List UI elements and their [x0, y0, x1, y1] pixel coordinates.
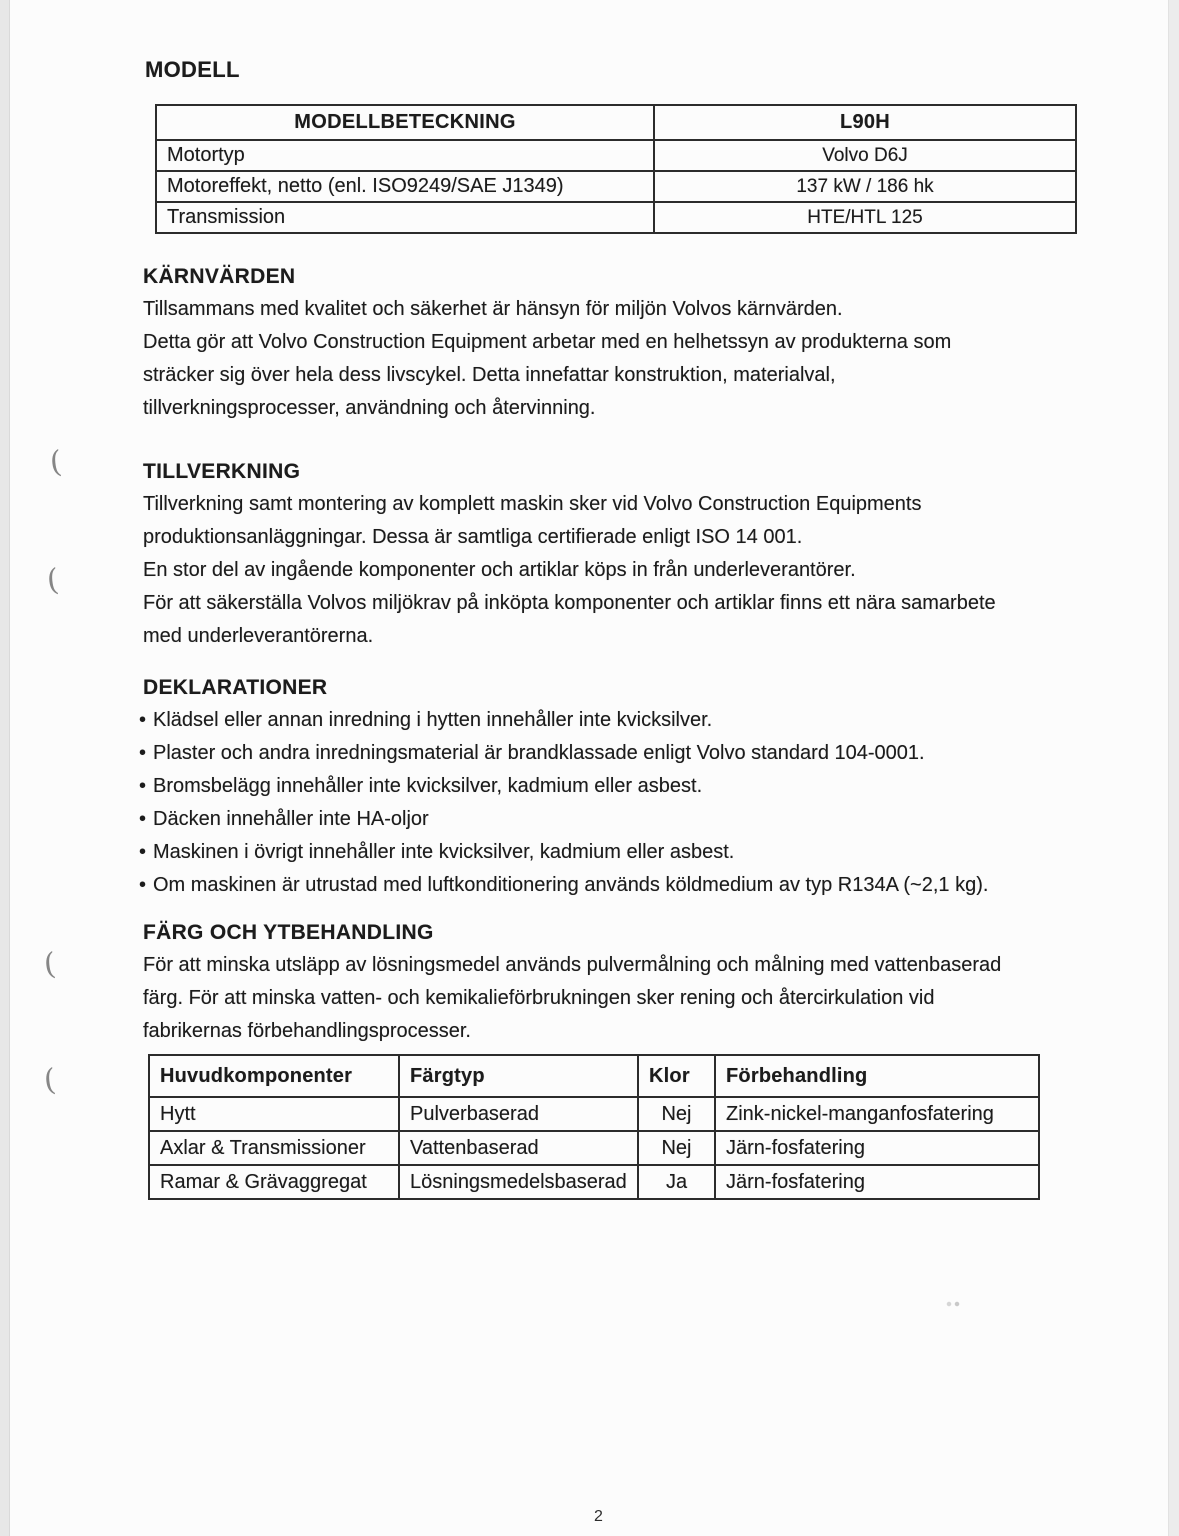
paint-table — [148, 1054, 1040, 1200]
line-text: Klädsel eller annan inredning i hytten innehåller inte kvicksilver. — [153, 709, 713, 731]
bullet-glyph: • — [139, 775, 147, 797]
text-line — [143, 587, 1093, 620]
bullet-line — [139, 770, 1093, 803]
scan-edge-left — [0, 0, 10, 1536]
text-line — [143, 359, 1093, 392]
section-tillverkning — [143, 455, 1093, 653]
paint-table-header-row — [149, 1055, 1039, 1097]
text-line — [143, 1015, 1093, 1048]
scan-mark-paren-1: ( — [48, 444, 64, 481]
scan-edge-right — [1168, 0, 1179, 1536]
paint-table-cell: Pulverbaserad — [399, 1097, 638, 1131]
model-row-value: Volvo D6J — [654, 140, 1076, 171]
text-line — [143, 326, 1093, 359]
text-sections — [139, 260, 1093, 1048]
model-table-row — [156, 202, 1076, 233]
bullet-line — [139, 869, 1093, 902]
paint-table-cell: Ja — [638, 1165, 715, 1199]
paint-table-header-f-rgtyp: Färgtyp — [399, 1055, 638, 1097]
line-text: tillverkningsprocesser, användning och återvinning. — [143, 397, 596, 419]
bullet-glyph: • — [139, 841, 147, 863]
model-table-header-row — [156, 105, 1076, 140]
section-title: DEKLARATIONER — [143, 676, 328, 699]
line-text: En stor del av ingående komponenter och artiklar köps in från underleverantörer. — [143, 559, 856, 581]
paint-table-cell: Nej — [638, 1097, 715, 1131]
section-deklarationer — [139, 671, 1093, 902]
paint-table-cell: Vattenbaserad — [399, 1131, 638, 1165]
paint-table-header-f-rbehandling: Förbehandling — [715, 1055, 1039, 1097]
bullet-glyph: • — [139, 709, 147, 731]
section-title: FÄRG OCH YTBEHANDLING — [143, 921, 434, 944]
model-table-header-value: L90H — [654, 105, 1076, 140]
model-table — [155, 104, 1077, 234]
model-row-value: 137 kW / 186 hk — [654, 171, 1076, 202]
text-line — [143, 488, 1093, 521]
document-page — [139, 57, 1093, 1200]
line-text: För att säkerställa Volvos miljökrav på inköpta komponenter och artiklar finns ett nära samarbete — [143, 592, 996, 614]
line-text: Däcken innehåller inte HA-oljor — [153, 808, 429, 830]
bullet-glyph: • — [139, 742, 147, 764]
text-line — [143, 521, 1093, 554]
paint-table-cell: Nej — [638, 1131, 715, 1165]
line-text: Om maskinen är utrustad med luftkonditionering används köldmedium av typ R134A (~2,1 kg). — [153, 874, 989, 896]
line-text: För att minska utsläpp av lösningsmedel används pulvermålning och målning med vattenbaserad — [143, 954, 1002, 976]
line-text: produktionsanläggningar. Dessa är samtliga certifierade enligt ISO 14 001. — [143, 526, 803, 548]
paint-table-cell: Lösningsmedelsbaserad — [399, 1165, 638, 1199]
paint-table-row — [149, 1131, 1039, 1165]
bullet-glyph: • — [139, 808, 147, 830]
model-row-label: Motoreffekt, netto (enl. ISO9249/SAE J1349) — [156, 171, 654, 202]
model-table-row — [156, 140, 1076, 171]
text-line — [143, 293, 1093, 326]
model-row-value: HTE/HTL 125 — [654, 202, 1076, 233]
line-text: med underleverantörerna. — [143, 625, 374, 647]
line-text: Plaster och andra inredningsmaterial är brandklassade enligt Volvo standard 104-0001. — [153, 742, 925, 764]
bullet-glyph: • — [139, 874, 147, 896]
paint-table-cell: Zink-nickel-manganfosfatering — [715, 1097, 1039, 1131]
paint-table-header-huvudkomponenter: Huvudkomponenter — [149, 1055, 399, 1097]
text-line — [143, 982, 1093, 1015]
model-row-label: Transmission — [156, 202, 654, 233]
paint-table-row — [149, 1165, 1039, 1199]
scan-mark-paren-4: ( — [42, 1062, 58, 1099]
scan-mark-paren-3: ( — [42, 946, 58, 983]
section-title: KÄRNVÄRDEN — [143, 265, 296, 288]
bullet-line — [139, 803, 1093, 836]
text-line — [143, 554, 1093, 587]
line-text: fabrikernas förbehandlingsprocesser. — [143, 1020, 471, 1042]
line-text: Tillsammans med kvalitet och säkerhet är hänsyn för miljön Volvos kärnvärden. — [143, 298, 843, 320]
paint-table-cell: Järn-fosfatering — [715, 1131, 1039, 1165]
modell-heading: MODELL — [145, 57, 240, 82]
line-text: Maskinen i övrigt innehåller inte kvicksilver, kadmium eller asbest. — [153, 841, 735, 863]
model-table-header-label: MODELLBETECKNING — [156, 105, 654, 140]
paint-table-row — [149, 1097, 1039, 1131]
scan-speckle — [946, 1301, 960, 1307]
section-karnvarden — [143, 260, 1093, 425]
paint-table-cell: Hytt — [149, 1097, 399, 1131]
line-text: Tillverkning samt montering av komplett maskin sker vid Volvo Construction Equipments — [143, 493, 922, 515]
section-farg-och-ytbehandling — [143, 916, 1093, 1048]
scan-mark-paren-2: ( — [45, 562, 61, 599]
line-text: Bromsbelägg innehåller inte kvicksilver, kadmium eller asbest. — [153, 775, 703, 797]
text-line — [143, 620, 1093, 653]
line-text: Detta gör att Volvo Construction Equipment arbetar med en helhetssyn av produkterna som — [143, 331, 952, 353]
text-line — [143, 949, 1093, 982]
model-table-row — [156, 171, 1076, 202]
bullet-line — [139, 737, 1093, 770]
paint-table-cell: Axlar & Transmissioner — [149, 1131, 399, 1165]
paint-table-header-klor: Klor — [638, 1055, 715, 1097]
section-title: TILLVERKNING — [143, 460, 301, 483]
paint-table-cell: Ramar & Grävaggregat — [149, 1165, 399, 1199]
paint-table-cell: Järn-fosfatering — [715, 1165, 1039, 1199]
bullet-line — [139, 704, 1093, 737]
bullet-line — [139, 836, 1093, 869]
line-text: färg. För att minska vatten- och kemikalieförbrukningen sker rening och återcirkulation vid — [143, 987, 935, 1009]
model-row-label: Motortyp — [156, 140, 654, 171]
text-line — [143, 392, 1093, 425]
page-number: 2 — [594, 1508, 603, 1525]
line-text: sträcker sig över hela dess livscykel. Detta innefattar konstruktion, materialval, — [143, 364, 836, 386]
